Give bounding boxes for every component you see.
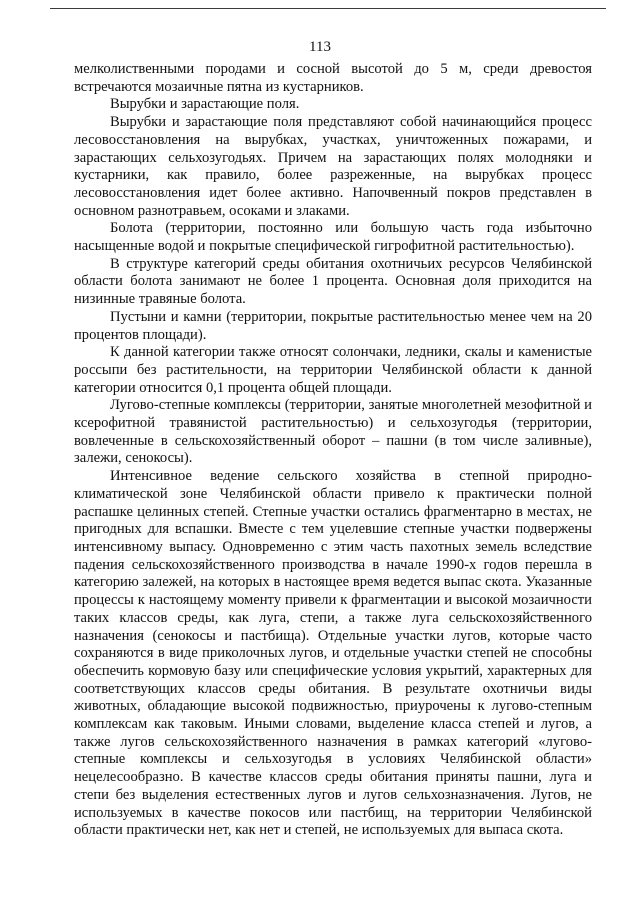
page-number: 113 xyxy=(309,39,331,55)
paragraph-swamps: В структуре категорий среды обитания охотничьих ресурсов Челябинской области болота занимают не более 1 процента. Основная доля приходится на низинные травяные болота. xyxy=(74,255,592,308)
top-border-rule xyxy=(50,8,606,9)
paragraph-heading-meadow-steppe: Лугово-степные комплексы (территории, занятые многолетней мезофитной и ксерофитной травянистой растительностью) и сельхозугодья (территории, вовлеченные в сельскохозяйственный оборот – пашни (в том числе заливные), залежи, сенокосы). xyxy=(74,397,592,467)
paragraph-heading-swamps: Болота (территории, постоянно или большую часть года избыточно насыщенные водой и покрытые специфической гигрофитной растительностью). xyxy=(74,220,592,255)
document-body xyxy=(74,61,592,840)
paragraph-continuation: мелколиственными породами и сосной высотой до 5 м, среди древостоя встречаются мозаичные пятна из кустарников. xyxy=(74,61,592,95)
paragraph-heading-clearings: Вырубки и зарастающие поля. xyxy=(110,96,300,113)
paragraph-heading-deserts: Пустыни и камни (территории, покрытые растительностью менее чем на 20 процентов площади). xyxy=(74,308,592,343)
paragraph-meadow-steppe: Интенсивное ведение сельского хозяйства в степной природно-климатической зоне Челябинской области привело к практически полной распашке целинных степей. Степные участки остались фрагментарно в местах, не пригодных для вспашки. Вместе с тем уцелевшие степные участки подвержены интенсивному выпасу. Одновременно с этим часть пахотных земель вследствие падения сельскохозяйственного производства в начале 1990-х годов перешла в категорию залежей, на которых в настоящее время ведется выпас скота. Указанные процессы к настоящему моменту привели к фрагментации и высокой мозаичности таких классов среды, как луга, степи, а также луга сельскохозяйственного назначения (сенокосы и пастбища). Отдельные участки лугов, которые часто сохраняются в виде приколочных лугов, и отдельные участки степей не способны обеспечить кормовую базу или специфические условия укрытий, характерных для соответствующих классов среды обитания. В результате охотничьи виды животных, обладающие высокой подвижностью, приурочены к лугово-степным комплексам как таковым. Иными словами, выделение класса степей и лугов, а также лугов сельскохозяйственного назначения в рамках категорий «лугово-степные комплексы и сельхозугодья в условиях Челябинской области» нецелесообразно. В качестве классов среды обитания приняты пашни, луга и степи без выделения естественных лугов и лугов сельхозназначения. Лугов, не используемых в качестве покосов или пастбищ, на территории Челябинской области практически нет, как нет и степей, не используемых для выпаса скота. xyxy=(74,468,592,839)
paragraph-clearings: Вырубки и зарастающие поля представляют собой начинающийся процесс лесовосстановления на вырубках, участках, уничтоженных пожарами, и зарастающих сельхозугодьях. Причем на зарастающих полях молодняки и кустарники, как правило, более разреженные, на вырубках процесс лесовосстановления идет более активно. Напочвенный покров представлен в основном разнотравьем, осоками и злаками. xyxy=(74,114,592,219)
paragraph-deserts: К данной категории также относят солончаки, ледники, скалы и каменистые россыпи без растительности, на территории Челябинской области к данной категории относится 0,1 процента общей площади. xyxy=(74,344,592,396)
